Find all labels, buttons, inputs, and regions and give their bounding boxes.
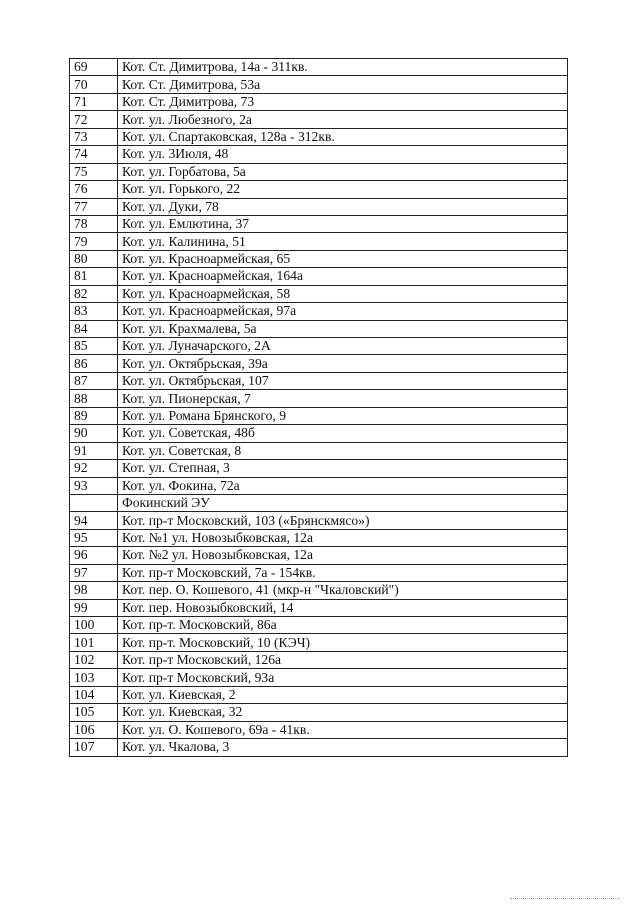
row-number-cell: 70: [70, 76, 118, 93]
table-row: [70, 651, 568, 668]
address-cell: Кот. №1 ул. Новозыбковская, 12а: [118, 529, 568, 546]
address-cell: Кот. ул. Киевская, 32: [118, 704, 568, 721]
row-number-cell: 99: [70, 599, 118, 616]
boiler-list-table: [69, 58, 568, 757]
table-row: [70, 250, 568, 267]
row-number-cell: [70, 494, 118, 511]
row-number-cell: 85: [70, 338, 118, 355]
row-number-cell: 80: [70, 250, 118, 267]
address-cell: Кот. пр-т Московский, 7а - 154кв.: [118, 564, 568, 581]
table-row: [70, 372, 568, 389]
row-number-cell: 74: [70, 146, 118, 163]
address-cell: Кот. пер. Новозыбковский, 14: [118, 599, 568, 616]
table-row: [70, 407, 568, 424]
row-number-cell: 92: [70, 460, 118, 477]
address-cell: Кот. ул. Калинина, 51: [118, 233, 568, 250]
row-number-cell: 96: [70, 547, 118, 564]
row-number-cell: 98: [70, 582, 118, 599]
address-cell: Кот. ул. Пионерская, 7: [118, 390, 568, 407]
row-number-cell: 90: [70, 425, 118, 442]
address-cell: Кот. ул. Советская, 8: [118, 442, 568, 459]
address-cell: Кот. ул. Луначарского, 2А: [118, 338, 568, 355]
address-cell: Кот. пр-т Московский, 93а: [118, 669, 568, 686]
row-number-cell: 94: [70, 512, 118, 529]
address-cell: Кот. пр-т. Московский, 10 (КЭЧ): [118, 634, 568, 651]
table-row: [70, 198, 568, 215]
row-number-cell: 75: [70, 163, 118, 180]
table-row: [70, 268, 568, 285]
row-number-cell: 72: [70, 111, 118, 128]
row-number-cell: 102: [70, 651, 118, 668]
section-header-row: [70, 494, 568, 511]
row-number-cell: 91: [70, 442, 118, 459]
row-number-cell: 101: [70, 634, 118, 651]
address-cell: Кот. ул. Октябрьская, 107: [118, 372, 568, 389]
row-number-cell: 103: [70, 669, 118, 686]
table-row: [70, 303, 568, 320]
table-row: [70, 233, 568, 250]
row-number-cell: 105: [70, 704, 118, 721]
address-cell: Кот. пер. О. Кошевого, 41 (мкр-н "Чкаловский"): [118, 582, 568, 599]
address-cell: Кот. ул. Горбатова, 5а: [118, 163, 568, 180]
address-cell: Кот. ул. Дуки, 78: [118, 198, 568, 215]
table-row: [70, 460, 568, 477]
table-row: [70, 564, 568, 581]
table-row: [70, 76, 568, 93]
address-cell: Кот. ул. Чкалова, 3: [118, 739, 568, 756]
address-cell: Кот. ул. Степная, 3: [118, 460, 568, 477]
table-row: [70, 547, 568, 564]
row-number-cell: 88: [70, 390, 118, 407]
row-number-cell: 106: [70, 721, 118, 738]
row-number-cell: 71: [70, 93, 118, 110]
table-body: [70, 59, 568, 757]
row-number-cell: 73: [70, 128, 118, 145]
row-number-cell: 78: [70, 215, 118, 232]
table-row: [70, 617, 568, 634]
table-row: [70, 128, 568, 145]
row-number-cell: 77: [70, 198, 118, 215]
table-row: [70, 320, 568, 337]
address-cell: Кот. ул. О. Кошевого, 69а - 41кв.: [118, 721, 568, 738]
table-row: [70, 390, 568, 407]
table-row: [70, 425, 568, 442]
row-number-cell: 81: [70, 268, 118, 285]
table-row: [70, 181, 568, 198]
row-number-cell: 86: [70, 355, 118, 372]
table-row: [70, 634, 568, 651]
table-row: [70, 111, 568, 128]
address-cell: Кот. Ст. Димитрова, 73: [118, 93, 568, 110]
table-row: [70, 146, 568, 163]
table-row: [70, 93, 568, 110]
address-cell: Кот. ул. Любезного, 2а: [118, 111, 568, 128]
row-number-cell: 104: [70, 686, 118, 703]
row-number-cell: 93: [70, 477, 118, 494]
table-row: [70, 529, 568, 546]
row-number-cell: 107: [70, 739, 118, 756]
address-cell: Кот. пр-т Московский, 103 («Брянскмясо»): [118, 512, 568, 529]
address-cell: Кот. ул. Красноармейская, 164а: [118, 268, 568, 285]
table-row: [70, 739, 568, 756]
table-row: [70, 338, 568, 355]
table-row: [70, 59, 568, 76]
page-edge-mark: [510, 898, 620, 900]
address-cell: Кот. ул. Советская, 48б: [118, 425, 568, 442]
table-row: [70, 163, 568, 180]
row-number-cell: 79: [70, 233, 118, 250]
table-row: [70, 582, 568, 599]
row-number-cell: 100: [70, 617, 118, 634]
address-cell: Кот. ул. 3Июля, 48: [118, 146, 568, 163]
table-row: [70, 721, 568, 738]
table-row: [70, 442, 568, 459]
table-row: [70, 669, 568, 686]
row-number-cell: 69: [70, 59, 118, 76]
table-row: [70, 599, 568, 616]
table-row: [70, 686, 568, 703]
address-cell: Кот. ул. Крахмалева, 5а: [118, 320, 568, 337]
row-number-cell: 82: [70, 285, 118, 302]
address-cell: Кот. ул. Емлютина, 37: [118, 215, 568, 232]
address-cell: Кот. №2 ул. Новозыбковская, 12а: [118, 547, 568, 564]
address-cell: Кот. ул. Горького, 22: [118, 181, 568, 198]
table-row: [70, 477, 568, 494]
row-number-cell: 95: [70, 529, 118, 546]
row-number-cell: 97: [70, 564, 118, 581]
table-row: [70, 512, 568, 529]
row-number-cell: 87: [70, 372, 118, 389]
address-cell: Кот. ул. Киевская, 2: [118, 686, 568, 703]
address-cell: Кот. пр-т Московский, 126а: [118, 651, 568, 668]
row-number-cell: 76: [70, 181, 118, 198]
address-cell: Кот. ул. Красноармейская, 58: [118, 285, 568, 302]
address-cell: Кот. Ст. Димитрова, 14а - 311кв.: [118, 59, 568, 76]
table-row: [70, 215, 568, 232]
address-cell: Кот. ул. Спартаковская, 128а - 312кв.: [118, 128, 568, 145]
address-cell: Кот. ул. Октябрьская, 39а: [118, 355, 568, 372]
row-number-cell: 83: [70, 303, 118, 320]
address-cell: Кот. ул. Красноармейская, 65: [118, 250, 568, 267]
address-cell: Кот. Ст. Димитрова, 53а: [118, 76, 568, 93]
address-cell: Кот. ул. Романа Брянского, 9: [118, 407, 568, 424]
section-title-cell: Фокинский ЭУ: [118, 494, 568, 511]
table-row: [70, 704, 568, 721]
row-number-cell: 89: [70, 407, 118, 424]
table-row: [70, 285, 568, 302]
address-cell: Кот. ул. Фокина, 72а: [118, 477, 568, 494]
table-row: [70, 355, 568, 372]
address-cell: Кот. ул. Красноармейская, 97а: [118, 303, 568, 320]
address-cell: Кот. пр-т. Московский, 86а: [118, 617, 568, 634]
row-number-cell: 84: [70, 320, 118, 337]
